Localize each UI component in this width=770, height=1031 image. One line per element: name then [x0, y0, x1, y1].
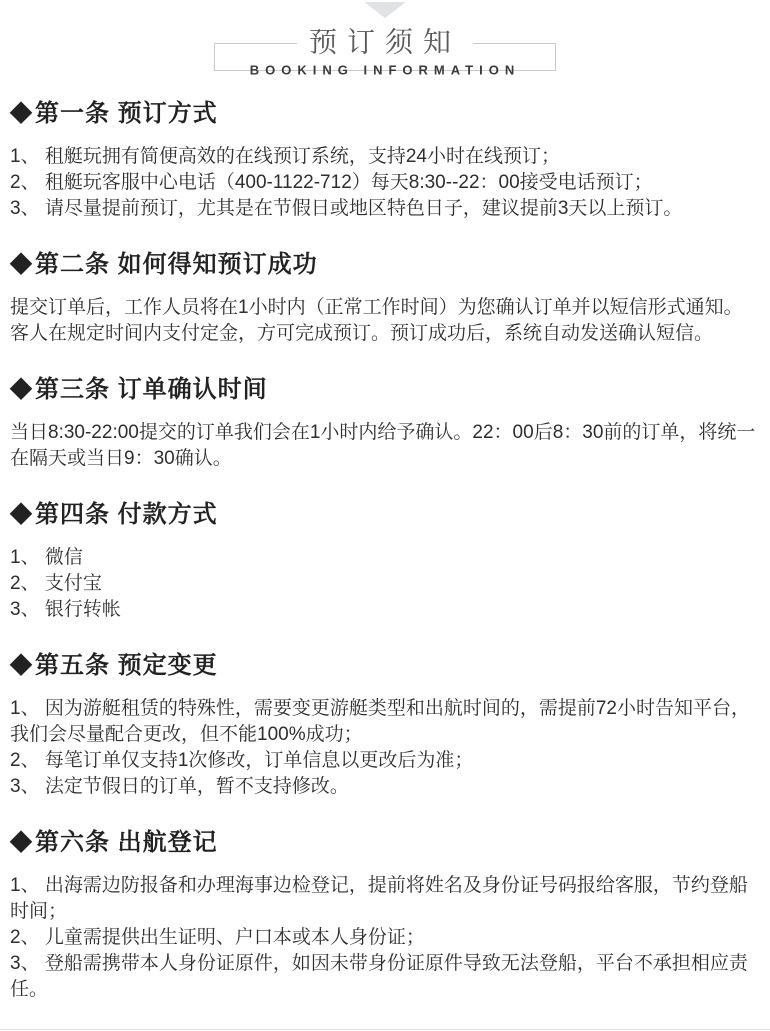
body-line: 提交订单后，工作人员将在1小时内（正常工作时间）为您确认订单并以短信形式通知。客人在规定时间内支付定金，方可完成预订。预订成功后，系统自动发送确认短信。 — [10, 297, 743, 344]
section-heading — [10, 500, 760, 530]
diamond-bullet-icon: ◆ — [10, 377, 34, 402]
body-line: 2、 每笔订单仅支持1次修改，订单信息以更改后为准； — [10, 750, 474, 771]
section-heading-text: 第一条 预订方式 — [35, 100, 218, 127]
section — [10, 99, 760, 222]
section — [10, 250, 760, 347]
body-line: 2、 租艇玩客服中心电话（400-1122-712）每天8:30--22：00接受电话预订； — [10, 172, 653, 193]
section-heading-text: 第四条 付款方式 — [35, 501, 218, 528]
chevron-down-icon — [364, 2, 406, 18]
body-line: 3、 请尽量提前预订，尤其是在节假日或地区特色日子，建议提前3天以上预订。 — [10, 198, 683, 219]
section-body — [10, 420, 760, 472]
body-line: 当日8:30-22:00提交的订单我们会在1小时内给予确认。22：00后8：30前的订单，将统一在隔天或当日9：30确认。 — [10, 422, 756, 469]
section — [10, 375, 760, 472]
diamond-bullet-icon: ◆ — [10, 502, 34, 527]
section-body — [10, 545, 760, 623]
diamond-bullet-icon: ◆ — [10, 653, 34, 678]
body-line: 1、 微信 — [10, 547, 83, 568]
section-heading — [10, 375, 760, 405]
page-title-box — [214, 26, 556, 78]
section-body — [10, 144, 760, 222]
section-heading-text: 第二条 如何得知预订成功 — [35, 251, 318, 278]
section-body — [10, 295, 760, 347]
section-heading — [10, 250, 760, 280]
body-line: 1、 因为游艇租赁的特殊性，需要变更游艇类型和出航时间的，需提前72小时告知平台，我们会尽量配合更改，但不能100%成功； — [10, 698, 750, 745]
diamond-bullet-icon: ◆ — [10, 830, 34, 855]
section-heading-text: 第六条 出航登记 — [35, 829, 218, 856]
body-line: 2、 支付宝 — [10, 573, 102, 594]
diamond-bullet-icon: ◆ — [10, 252, 34, 277]
page-title: 预订须知 — [297, 27, 473, 59]
body-line: 1、 租艇玩拥有简便高效的在线预订系统，支持24小时在线预订； — [10, 146, 560, 167]
page-subtitle: BOOKING INFORMATION — [249, 62, 521, 78]
section-body — [10, 873, 760, 1003]
section-heading-text: 第五条 预定变更 — [35, 652, 218, 679]
section-heading — [10, 828, 760, 858]
section — [10, 500, 760, 623]
body-line: 3、 登船需携带本人身份证原件，如因未带身份证原件导致无法登船，平台不承担相应责任。 — [10, 953, 748, 1000]
section — [10, 828, 760, 1003]
body-line: 2、 儿童需提供出生证明、户口本或本人身份证； — [10, 927, 425, 948]
section-heading-text: 第三条 订单确认时间 — [35, 376, 268, 403]
bottom-divider — [0, 1029, 770, 1030]
section-heading — [10, 99, 760, 129]
body-line: 3、 银行转帐 — [10, 599, 121, 620]
section-body — [10, 696, 760, 800]
section-heading — [10, 651, 760, 681]
body-line: 3、 法定节假日的订单，暂不支持修改。 — [10, 776, 349, 797]
body-line: 1、 出海需边防报备和办理海事边检登记，提前将姓名及身份证号码报给客服，节约登船时间； — [10, 875, 748, 922]
sections-container — [0, 99, 770, 1023]
section — [10, 651, 760, 800]
diamond-bullet-icon: ◆ — [10, 101, 34, 126]
